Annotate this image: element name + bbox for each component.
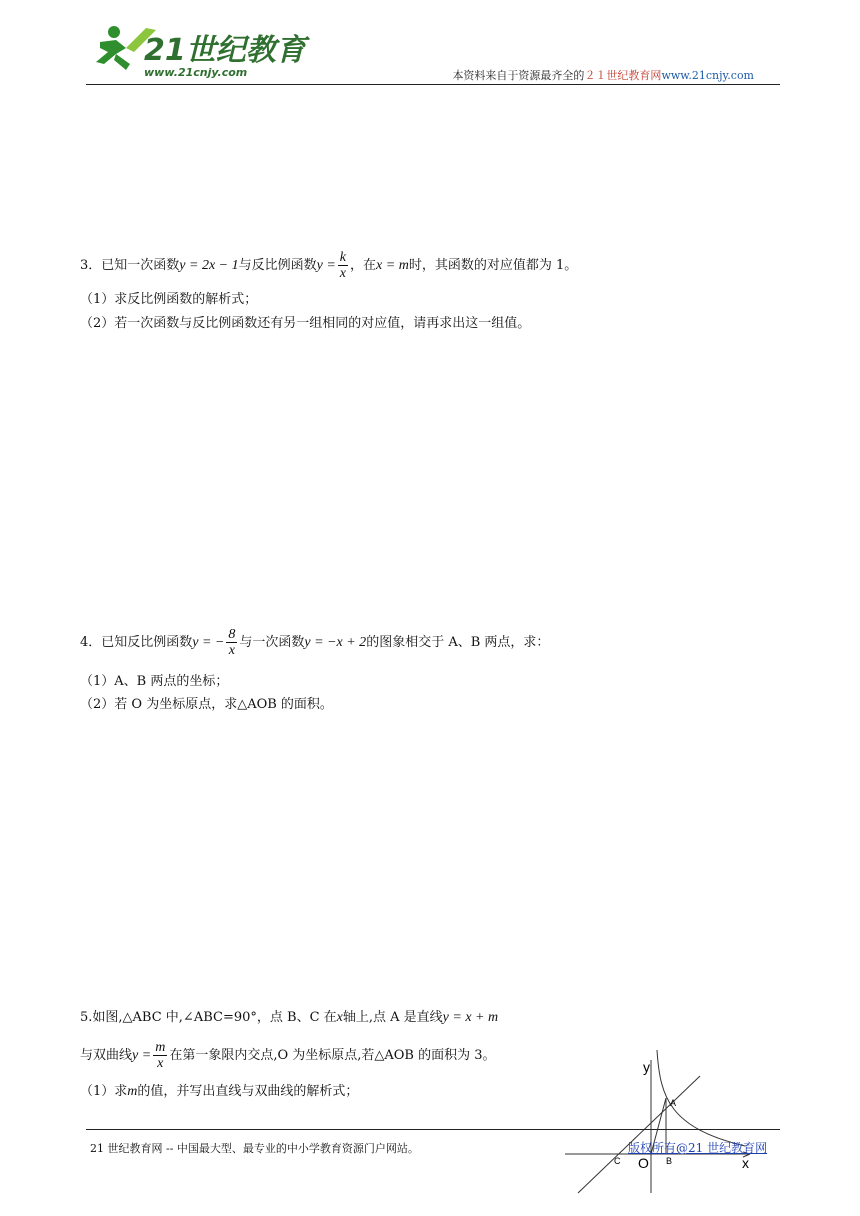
q4-part2: （2）若 O 为坐标原点，求△AOB 的面积。: [80, 697, 333, 712]
q3-part1: （1）求反比例函数的解析式；: [80, 292, 258, 307]
header-source-prefix: 本资料来自于资源最齐全的: [452, 69, 585, 82]
q5-line1: [80, 1008, 498, 1028]
q5-line1-x: x: [336, 1010, 343, 1025]
q4-recip-den: x: [228, 643, 235, 658]
logo-main-text: 21世纪教育: [144, 33, 306, 68]
footer-rule: [86, 1129, 780, 1130]
q3-intro-c: ，在: [350, 258, 377, 273]
q5-line1-a: 5.如图,△ABC 中,∠ABC=90°，点 B、C 在: [80, 1010, 337, 1025]
line-y-eq-x-plus-m: [578, 1076, 700, 1193]
q5-part1-m: m: [127, 1084, 138, 1099]
q3-intro-d: 时，其函数的对应值都为 1。: [408, 258, 578, 273]
q5-part1-a: （1）求: [80, 1084, 128, 1099]
q5-line1-b: 轴上,点 A 是直线: [342, 1010, 443, 1025]
q4-intro-c: 的图象相交于 A、B 两点，求：: [366, 635, 550, 650]
q5-line2-a: 与双曲线: [80, 1048, 133, 1063]
label-x: x: [742, 1155, 749, 1171]
q3-intro-b: 与反比例函数: [238, 258, 317, 273]
q4-recip-num: 8: [228, 627, 236, 642]
label-y: y: [643, 1059, 650, 1075]
q3-condition: x = m: [376, 258, 409, 273]
q4-intro-b: 与一次函数: [239, 635, 305, 650]
q3-intro-a: 3．已知一次函数: [80, 258, 180, 273]
site-logo: [86, 18, 306, 82]
logo-sub-text: www.21cnjy.com: [144, 66, 248, 79]
header-rule: [86, 84, 780, 85]
footer-left: 21 世纪教育网 -- 中国最大型、最专业的中小学教育资源门户网站。: [90, 1142, 419, 1155]
footer-copyright-link[interactable]: 版权所有@21 世纪教育网: [628, 1141, 768, 1155]
q3-stem: [80, 250, 577, 281]
q5-hyperbola-den: x: [157, 1056, 164, 1071]
header-source-site: ２１世纪教育网: [584, 69, 662, 82]
label-b: B: [666, 1156, 673, 1166]
q5-hyperbola-lhs: y =: [132, 1048, 152, 1063]
q4-recip-fraction: [226, 627, 237, 658]
header-source-url[interactable]: www.21cnjy.com: [661, 69, 754, 82]
q5-part1: [80, 1082, 358, 1102]
q4-stem: [80, 627, 549, 658]
q5-line2: [80, 1040, 496, 1071]
q3-recip-lhs: y =: [316, 258, 336, 273]
label-a: A: [670, 1098, 677, 1108]
q5-line2-b: 在第一象限内交点,O 为坐标原点,若△AOB 的面积为 3。: [169, 1048, 496, 1063]
q3-recip-fraction: [338, 250, 348, 281]
q5-figure: [560, 1048, 780, 1198]
header-source: [452, 67, 754, 83]
q5-hyperbola-fraction: [153, 1040, 167, 1071]
q5-part1-b: 的值，并写出直线与双曲线的解析式；: [137, 1084, 359, 1099]
q3-part2: （2）若一次函数与反比例函数还有另一组相同的对应值，请再求出这一组值。: [80, 316, 531, 331]
q4-part1: （1）A、B 两点的坐标；: [80, 674, 229, 689]
q4-recip-lhs: y = −: [192, 635, 225, 650]
q4-intro-a: 4．已知反比例函数: [80, 635, 193, 650]
q5-hyperbola-num: m: [155, 1040, 166, 1055]
q3-recip-num: k: [339, 250, 347, 265]
q4-linear-eq: y = −x + 2: [304, 635, 367, 650]
q3-linear-eq: y = 2x − 1: [179, 258, 239, 273]
label-o: O: [638, 1155, 649, 1171]
label-c: C: [614, 1156, 621, 1166]
q3-recip-den: x: [339, 266, 347, 281]
q5-line-eq: y = x + m: [442, 1010, 499, 1025]
